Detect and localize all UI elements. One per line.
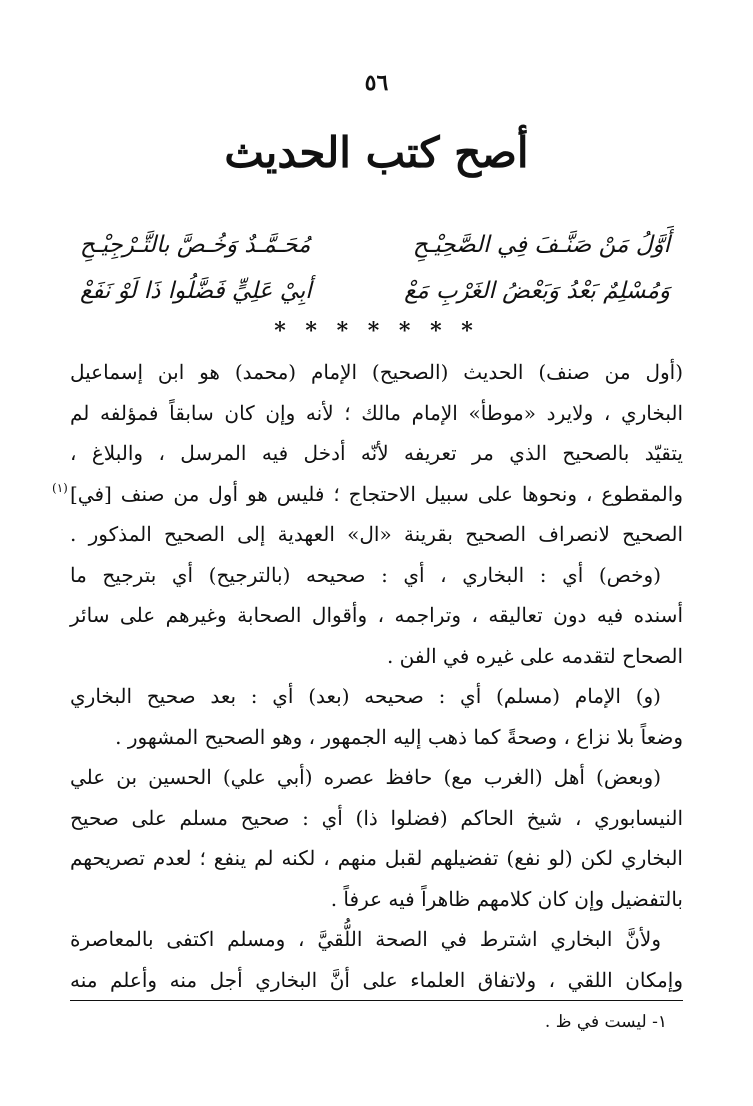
verse-line — [80, 268, 670, 314]
text-line: وضعاً بلا نزاع ، وصحةً كما ذهب إليه الجمهور ، وهو الصحيح المشهور . — [115, 724, 683, 749]
verse-hemistich-left: أبِيْ عَلِيٍّ فَضَّلُوا ذَا لَوْ نَفَعْ — [80, 278, 312, 304]
text-line: البخاري لكن (لو نفع) تفضيلهم لقبل منهم ، لكنه لم ينفع ؛ لعدم تصريحهم — [70, 846, 683, 870]
text-line: يتقيّد بالصحيح الذي مر تعريفه لأنّه أدخل فيه المرسل ، والبلاغ ، — [70, 441, 683, 465]
text-line — [52, 474, 683, 515]
verse-block — [80, 222, 670, 314]
text-line: (وبعض) أهل (الغرب مع) حافظ عصره (أبي علي) الحسين بن علي — [70, 765, 661, 789]
verse-hemistich-right: وَمُسْلِمٌ بَعْدُ وَبَعْضُ الغَرْبِ مَعْ — [404, 278, 670, 304]
footnote-marker: (١) — [52, 480, 68, 495]
text-line: أسنده فيه دون تعاليقه ، وتراجمه ، وأقوال الصحابة وغيرهم على سائر — [70, 603, 683, 627]
verse-hemistich-left: مُحَـمَّـدٌ وَخُـصَّ بالتَّـرْجِيْـحِ — [80, 232, 311, 258]
text-line: (وخص) أي : البخاري ، أي : صحيحه (بالترجيح) أي بترجيح ما — [70, 562, 661, 587]
text-line: (أول من صنف) الحديث (الصحيح) الإمام (محمد) هو ابن إسماعيل — [70, 360, 683, 384]
text-line: البخاري ، ولايرد «موطأ» الإمام مالك ؛ لأنه وإن كان سابقاً فمؤلفه لم — [70, 400, 683, 425]
page-number: ٥٦ — [364, 70, 389, 96]
text-line: بالتفضيل وإن كان كلامهم ظاهراً فيه عرفاً . — [330, 886, 683, 911]
text-line: وإمكان اللقي ، ولاتفاق العلماء على أنَّ البخاري أجل منه وأعلم منه — [70, 967, 683, 992]
verse-line — [80, 222, 670, 268]
text-line: (و) الإمام (مسلم) أي : صحيحه (بعد) أي : بعد صحيح البخاري — [70, 684, 661, 708]
section-separator: * * * * * * * — [274, 318, 479, 344]
text-line: ولأنَّ البخاري اشترط في الصحة اللُّقيَّ ، ومسلم اكتفى بالمعاصرة — [70, 927, 661, 951]
footnote: ١- ليست في ظ . — [544, 1012, 667, 1032]
footnote-divider — [70, 1000, 683, 1001]
text-line: النيسابوري ، شيخ الحاكم (فضلوا ذا) أي : صحيح مسلم على صحيح — [70, 805, 683, 830]
text-line: الصحيح لانصراف الصحيح بقرينة «ال» العهدية إلى الصحيح المذكور . — [70, 522, 683, 546]
verse-hemistich-right: أَوَّلُ مَنْ صَنَّـفَ فِي الصَّحِيْـحِ — [412, 232, 670, 258]
text-line: الصحاح لتقدمه على غيره في الفن . — [386, 643, 683, 668]
commentary-body — [52, 352, 683, 1000]
chapter-title: أصح كتب الحديث — [224, 128, 529, 177]
text-line-content: والمقطوع ، ونحوها على سبيل الاحتجاج ؛ فليس هو أول من صنف [في] — [70, 481, 683, 506]
